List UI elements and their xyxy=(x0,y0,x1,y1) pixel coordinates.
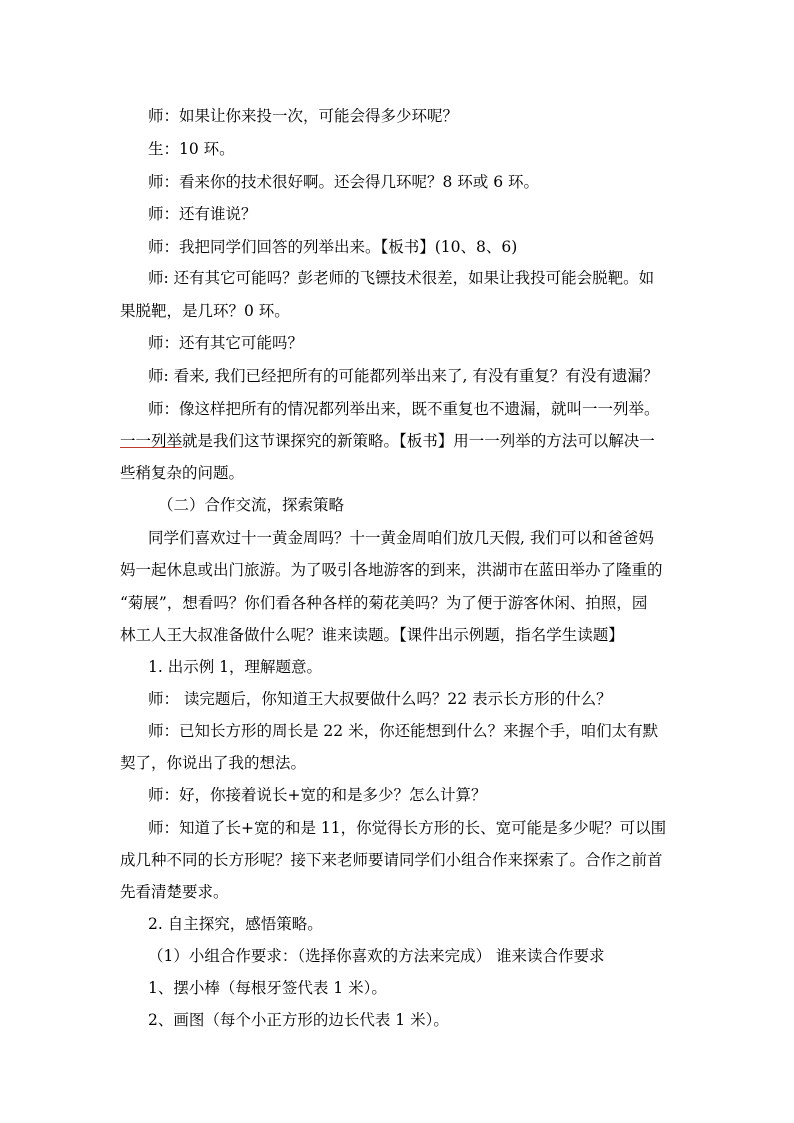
paragraph-line: 师： 读完题后，你知道王大叔要做什么吗？22 表示长方形的什么？ xyxy=(148,690,612,708)
paragraph-line: 师: 还有其它可能吗？彭老师的飞镖技术很差，如果让我投可能会脱靶。如 xyxy=(148,269,655,287)
paragraph-line: 林工人王大叔准备做什么呢？谁来读题。【课件出示例题，指名学生读题】 xyxy=(120,626,624,644)
paragraph-line: 同学们喜欢过十一黄金周吗？十一黄金周咱们放几天假, 我们可以和爸爸妈 xyxy=(148,529,654,547)
paragraph-line: 妈一起休息或出门旅游。为了吸引各地游客的到来，洪湖市在蓝田举办了隆重的 xyxy=(120,561,663,579)
paragraph-line: 契了，你说出了我的想法。 xyxy=(120,754,307,772)
paragraph-line: 些稍复杂的问题。 xyxy=(120,464,245,482)
paragraph-line: 果脱靶，是几环？0 环。 xyxy=(120,302,290,320)
paragraph-line: 师：看来你的技术很好啊。还会得几环呢？8 环或 6 环。 xyxy=(148,173,540,191)
paragraph-line: 2. 自主探究，感悟策略。 xyxy=(148,915,323,933)
paragraph-line: 先看清楚要求。 xyxy=(120,883,229,901)
paragraph-line: 师：好，你接着说长+宽的和是多少？怎么计算？ xyxy=(148,786,487,804)
paragraph-line: 师：我把同学们回答的列举出来。【板书】(10、8、6) xyxy=(148,238,518,256)
paragraph-line: （1）小组合作要求：（选择你喜欢的方法来完成） 谁来读合作要求 xyxy=(148,947,605,965)
section-heading: （二）合作交流，探索策略 xyxy=(158,496,345,514)
paragraph-line: 师：如果让你来投一次，可能会得多少环呢？ xyxy=(148,107,459,125)
paragraph-line: 1、摆小棒（每根牙签代表 1 米）。 xyxy=(148,979,387,997)
paragraph-line-rest: 就是我们这节课探究的新策略。【板书】用一一列举的方法可以解决一 xyxy=(182,432,655,450)
paragraph-line: 1. 出示例 1，理解题意。 xyxy=(148,658,323,676)
paragraph-line: 师: 看来, 我们已经把所有的可能都列举出来了, 有没有重复？有没有遗漏？ xyxy=(148,367,659,385)
paragraph-line: 师：已知长方形的周长是 22 米，你还能想到什么？来握个手，咱们太有默 xyxy=(148,722,659,740)
paragraph-line: “菊展”，想看吗？你们看各种各样的菊花美吗？为了便于游客休闲、拍照，园 xyxy=(120,594,648,612)
paragraph-line: 师：还有谁说？ xyxy=(148,205,257,223)
paragraph-line: 师：还有其它可能吗？ xyxy=(148,334,304,352)
underlined-term: 一一列举 xyxy=(120,432,183,450)
paragraph-line xyxy=(120,430,655,452)
paragraph-line: 生：10 环。 xyxy=(148,140,235,158)
paragraph-line: 师：知道了长+宽的和是 11，你觉得长方形的长、宽可能是多少呢？可以围 xyxy=(148,819,667,837)
paragraph-line: 2、画图（每个小正方形的边长代表 1 米）。 xyxy=(148,1011,449,1029)
paragraph-line: 成几种不同的长方形呢？接下来老师要请同学们小组合作来探索了。合作之前首 xyxy=(120,851,663,869)
paragraph-line: 师：像这样把所有的情况都列举出来，既不重复也不遗漏，就叫一一列举。 xyxy=(148,400,660,418)
